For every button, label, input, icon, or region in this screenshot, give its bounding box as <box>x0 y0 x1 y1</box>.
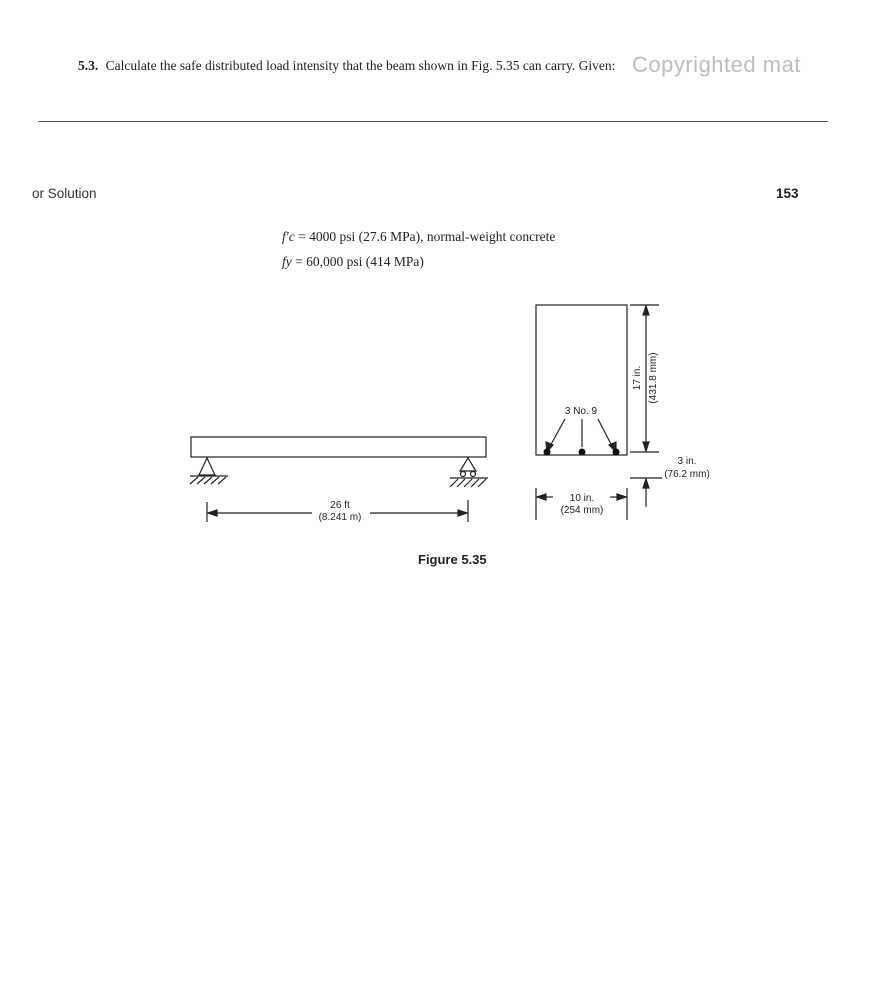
left-pin-support <box>190 458 228 484</box>
copyright-watermark: Copyrighted mat <box>632 52 801 77</box>
rebar-label: 3 No. 9 <box>564 406 598 417</box>
span-label: 26 ft <box>330 500 350 511</box>
rebar-center <box>579 449 586 456</box>
cover-dimension <box>630 478 662 507</box>
figure-caption: Figure 5.35 <box>418 552 487 567</box>
problem-number: 5.3. <box>78 58 99 73</box>
beam-elevation <box>191 437 486 457</box>
right-roller-support <box>450 458 488 487</box>
given-fy-symbol: fy <box>282 254 292 269</box>
depth-label: 17 in. <box>632 365 643 391</box>
rebar-right <box>613 449 620 456</box>
cover-label: 3 in. <box>677 456 697 467</box>
given-fc-symbol: f′c <box>282 229 295 244</box>
running-header: or Solution <box>32 186 97 201</box>
depth-label-metric: (431.8 mm) <box>648 352 659 404</box>
width-label-metric: (254 mm) <box>560 505 604 516</box>
width-label: 10 in. <box>569 493 595 504</box>
given-fy-text: = 60,000 psi (414 MPa) <box>291 254 424 269</box>
rebar-leader-left <box>549 419 565 448</box>
rebar-left <box>544 449 551 456</box>
span-label-metric: (8.241 m) <box>318 512 362 523</box>
given-fc-text: = 4000 psi (27.6 MPa), normal-weight concrete <box>294 229 556 244</box>
problem-text: Calculate the safe distributed load intensity that the beam shown in Fig. 5.35 can carry. Given: <box>105 58 616 73</box>
cover-label-metric: (76.2 mm) <box>664 469 710 480</box>
page-number: 153 <box>776 186 799 201</box>
